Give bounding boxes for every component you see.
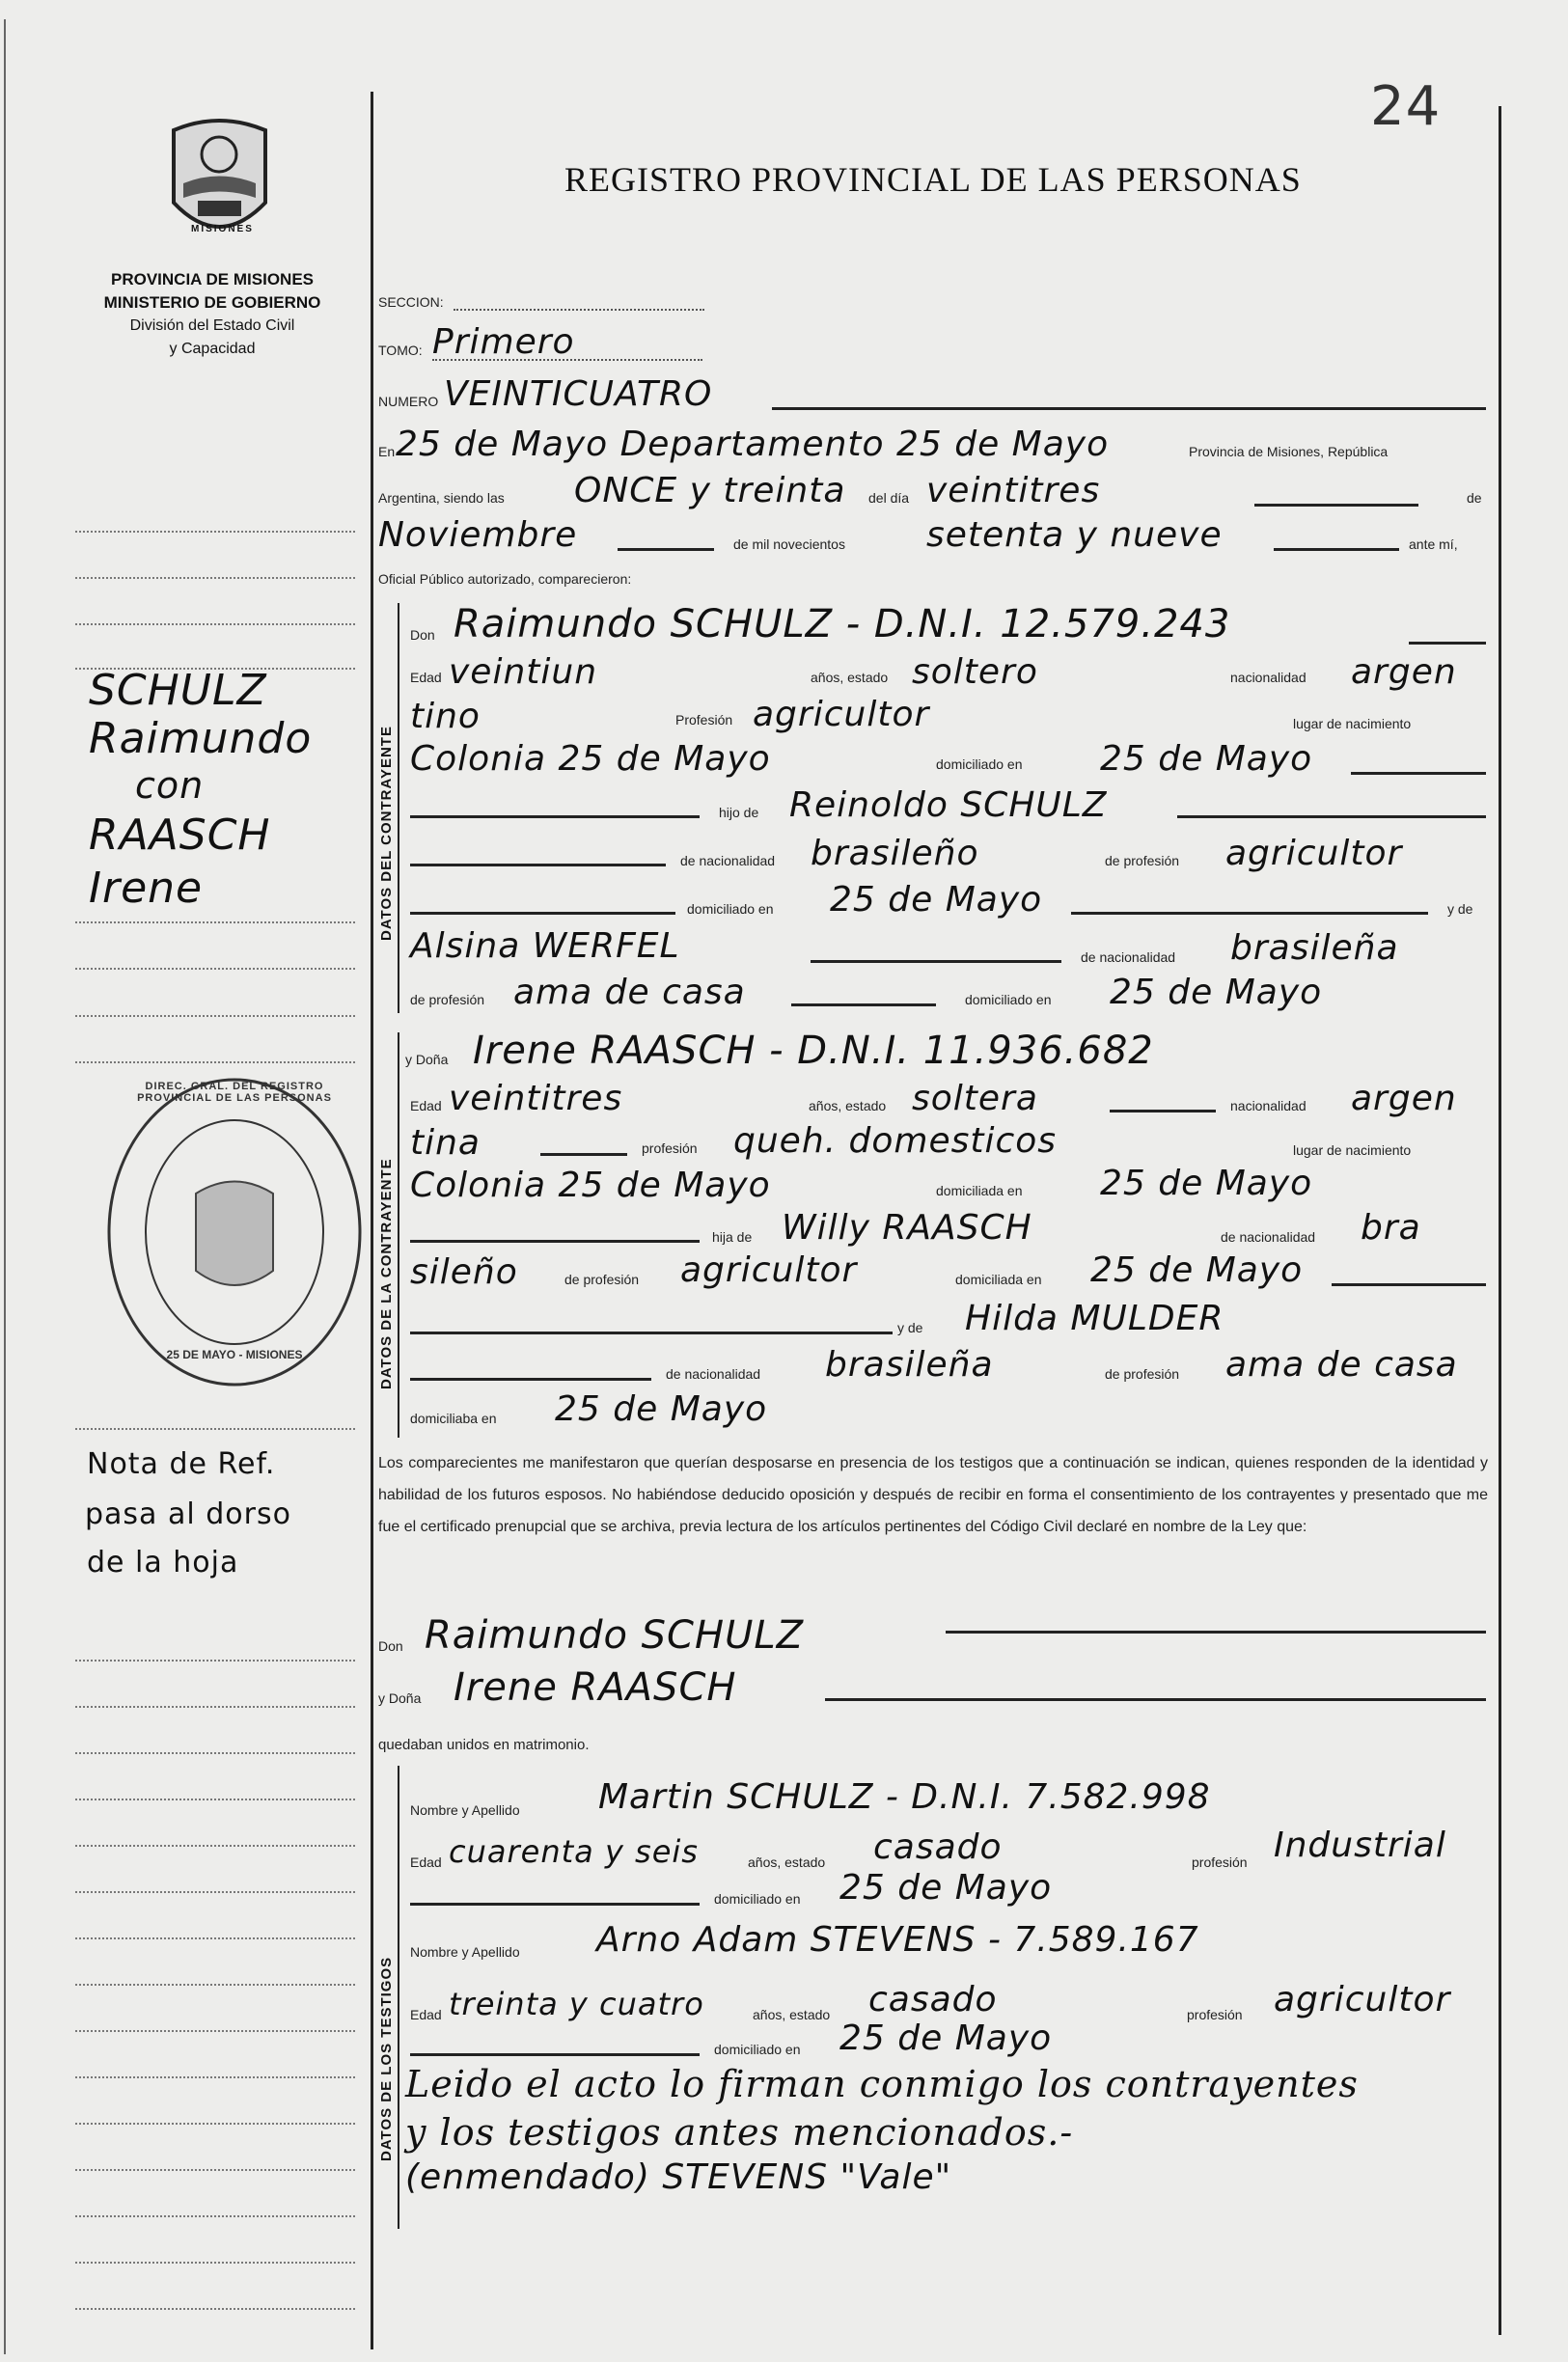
- issuer-ministry: MINISTERIO DE GOBIERNO: [103, 293, 321, 312]
- t2-dom: 25 de Mayo: [839, 2019, 1053, 2058]
- madre-dom-label: domiciliado en: [965, 992, 1052, 1007]
- seccion-label: SECCION:: [378, 294, 444, 310]
- margin-rule: [75, 1799, 355, 1800]
- t2-name: Arno Adam STEVENS - 7.589.167: [596, 1920, 1199, 1960]
- madre-prof-label: de profesión: [410, 992, 485, 1007]
- padre-nac-label: de nacionalidad: [680, 853, 776, 868]
- main-left-border: [371, 92, 373, 2349]
- padre-nac-2: bra: [1361, 1208, 1421, 1248]
- nac-label: nacionalidad: [1230, 670, 1307, 685]
- margin-rule: [75, 2076, 355, 2078]
- madre-prof-2: ama de casa: [1225, 1345, 1458, 1385]
- padre-prof-label-2: de profesión: [564, 1272, 640, 1287]
- padre-name-2: Willy RAASCH: [782, 1208, 1032, 1248]
- dia-value: veintitres: [926, 471, 1101, 510]
- margin-rule: [75, 921, 355, 923]
- y-de-line: [410, 1332, 893, 1334]
- madre-line: [811, 960, 1061, 963]
- mes-line: [618, 548, 714, 551]
- margin-rule: [75, 1752, 355, 1754]
- margin-rule: [75, 2262, 355, 2264]
- margin-surname-1: SCHULZ: [89, 666, 267, 715]
- contrayenta-name: Irene RAASCH - D.N.I. 11.936.682: [473, 1029, 1154, 1073]
- registry-seal: [104, 1073, 365, 1391]
- margin-rule: [75, 2169, 355, 2171]
- contrayente-nac-2: tino: [410, 697, 481, 736]
- provincia-text: Provincia de Misiones, República: [1189, 444, 1389, 459]
- t2-label: Nombre y Apellido: [410, 1944, 520, 1960]
- t2-anos-label: años, estado: [753, 2007, 831, 2022]
- t1-dom: 25 de Mayo: [839, 1868, 1053, 1908]
- padre-dom: 25 de Mayo: [830, 880, 1043, 920]
- contrayente-prof: agricultor: [753, 695, 930, 734]
- issuer-division: División del Estado Civil: [129, 317, 295, 334]
- margin-name-2: Irene: [89, 864, 204, 913]
- oficial-text: Oficial Público autorizado, comparecieron:: [378, 571, 632, 587]
- tomo-value: Primero: [432, 322, 575, 362]
- margin-note-3: de la hoja: [87, 1546, 239, 1579]
- contrayente-name: Raimundo SCHULZ - D.N.I. 12.579.243: [454, 602, 1231, 646]
- margin-rule: [75, 1706, 355, 1708]
- t1-prof-label: profesión: [1192, 1854, 1248, 1870]
- prof-label: Profesión: [675, 712, 733, 728]
- hijo-label: hijo de: [719, 805, 759, 820]
- t2-edad: treinta y cuatro: [449, 1986, 704, 2022]
- t1-edad-label: Edad: [410, 1854, 442, 1870]
- padre-nac-line: [410, 864, 666, 866]
- dia-line: [1254, 504, 1418, 507]
- padre-nac-2b: sileño: [410, 1252, 518, 1292]
- margin-rule: [75, 1845, 355, 1847]
- padre-dom-label: domiciliado en: [687, 901, 774, 917]
- padre-dom-2: 25 de Mayo: [1090, 1250, 1304, 1290]
- t2-dom-label: domiciliado en: [714, 2042, 801, 2057]
- testigos-section-label: DATOS DE LOS TESTIGOS: [378, 1956, 395, 2161]
- hora-value: ONCE y treinta: [574, 471, 846, 510]
- margin-rule: [75, 1428, 355, 1430]
- union-dona-label: y Doña: [378, 1690, 422, 1706]
- padre-dom-line-2b: [1332, 1283, 1486, 1286]
- union-don: Raimundo SCHULZ: [425, 1613, 805, 1658]
- margin-note-1: Nota de Ref.: [87, 1447, 276, 1481]
- margin-surname-2: RAASCH: [89, 810, 271, 860]
- contrayenta-nac: argen: [1351, 1079, 1457, 1118]
- province-emblem: [164, 116, 275, 251]
- quedaban-text: quedaban unidos en matrimonio.: [378, 1737, 590, 1753]
- t1-anos-label: años, estado: [748, 1854, 826, 1870]
- edad-label-2: Edad: [410, 1098, 442, 1113]
- union-dona: Irene RAASCH: [454, 1665, 737, 1710]
- numero-label: NUMERO: [378, 394, 439, 409]
- anio-value: setenta y nueve: [926, 515, 1223, 555]
- mes-value: Noviembre: [378, 515, 578, 555]
- tomo-label: TOMO:: [378, 343, 423, 358]
- contrayente-nac: argen: [1351, 652, 1457, 692]
- hija-label: hija de: [712, 1229, 753, 1245]
- madre-nac-label-2: de nacionalidad: [666, 1366, 761, 1382]
- margin-rule: [75, 1660, 355, 1662]
- madre-nac: brasileña: [1230, 928, 1399, 968]
- emblem-label: MISIONES: [191, 224, 254, 234]
- margin-rule: [75, 968, 355, 970]
- margin-rule: [75, 1984, 355, 1986]
- anio-line: [1274, 548, 1399, 551]
- t2-dom-line: [410, 2053, 700, 2056]
- don-label: Don: [410, 627, 435, 643]
- seccion-line: [454, 309, 704, 311]
- margin-rule: [75, 577, 355, 579]
- union-don-line: [946, 1631, 1486, 1634]
- contrayenta-bracket: [398, 1032, 399, 1438]
- margin-rule: [75, 1891, 355, 1893]
- page-title: REGISTRO PROVINCIAL DE LAS PERSONAS: [564, 160, 1302, 199]
- t2-edad-label: Edad: [410, 2007, 442, 2022]
- margin-rule: [75, 1061, 355, 1063]
- t1-estado: casado: [873, 1827, 1003, 1867]
- padre-nac-label-2: de nacionalidad: [1221, 1229, 1316, 1245]
- dom-line: [1351, 772, 1486, 775]
- nac2-line: [540, 1153, 627, 1156]
- tomo-line: [432, 359, 702, 361]
- padre-prof-label: de profesión: [1105, 853, 1180, 868]
- padre-nac: brasileño: [811, 834, 979, 873]
- de-label: de: [1467, 490, 1482, 506]
- contrayenta-dom: 25 de Mayo: [1100, 1164, 1313, 1203]
- margin-rule: [75, 2215, 355, 2217]
- contrayenta-section-label: DATOS DE LA CONTRAYENTE: [378, 1158, 395, 1389]
- closing-line-3: (enmendado) STEVENS "Vale": [405, 2157, 952, 2197]
- contrayenta-prof: queh. domesticos: [733, 1121, 1058, 1161]
- margin-rule: [75, 623, 355, 625]
- margin-rule: [75, 1015, 355, 1017]
- anos-label: años, estado: [811, 670, 889, 685]
- prof-label-2: profesión: [642, 1140, 698, 1156]
- y-de-label-2: y de: [897, 1320, 923, 1335]
- madre-name: Alsina WERFEL: [410, 926, 680, 966]
- page-number: 24: [1370, 75, 1442, 138]
- numero-line: [772, 407, 1486, 410]
- madre-nac-label: de nacionalidad: [1081, 949, 1176, 965]
- madre-nac-2: brasileña: [825, 1345, 994, 1385]
- padre-line: [1177, 815, 1486, 818]
- margin-rule: [75, 2030, 355, 2032]
- closing-line-1: Leido el acto lo firman conmigo los contrayentes: [405, 2063, 1359, 2105]
- t1-prof: Industrial: [1274, 1826, 1446, 1865]
- madre-prof-line: [791, 1003, 936, 1006]
- contrayente-dom: 25 de Mayo: [1100, 739, 1313, 779]
- contrayente-edad: veintiun: [449, 652, 598, 692]
- left-page-edge: [4, 19, 6, 2354]
- madre-name-2: Hilda MULDER: [965, 1299, 1224, 1338]
- seal-bottom-text: 25 DE MAYO - MISIONES: [166, 1348, 303, 1361]
- estado-line: [1110, 1110, 1216, 1112]
- ante-label: ante mí,: [1409, 536, 1458, 552]
- madre-nac-line-2: [410, 1378, 651, 1381]
- edad-label: Edad: [410, 670, 442, 685]
- hija-line: [410, 1240, 700, 1243]
- lugar-label-2: lugar de nacimiento: [1293, 1142, 1412, 1158]
- t1-name: Martin SCHULZ - D.N.I. 7.582.998: [598, 1777, 1211, 1817]
- madre-dom-label-2: domiciliaba en: [410, 1411, 497, 1426]
- union-don-label: Don: [378, 1638, 403, 1654]
- t1-dom-label: domiciliado en: [714, 1891, 801, 1907]
- contrayenta-lugar: Colonia 25 de Mayo: [410, 1166, 771, 1205]
- padre-dom-label-2: domiciliada en: [955, 1272, 1042, 1287]
- issuer-division-2: y Capacidad: [169, 341, 256, 357]
- margin-rule: [75, 2308, 355, 2310]
- lugar-label: lugar de nacimiento: [1293, 716, 1412, 731]
- madre-dom-2: 25 de Mayo: [555, 1389, 768, 1429]
- t2-prof-label: profesión: [1187, 2007, 1243, 2022]
- madre-prof: ama de casa: [513, 973, 746, 1012]
- name-line: [1409, 642, 1486, 645]
- margin-rule: [75, 2123, 355, 2125]
- dom-label-2: domiciliada en: [936, 1183, 1023, 1198]
- hijo-line: [410, 815, 700, 818]
- issuer-block: [68, 268, 357, 361]
- contrayente-lugar: Colonia 25 de Mayo: [410, 739, 771, 779]
- t2-estado: casado: [868, 1980, 998, 2019]
- numero-value: VEINTICUATRO: [444, 374, 713, 414]
- dom-label: domiciliado en: [936, 756, 1023, 772]
- en-value: 25 de Mayo Departamento 25 de Mayo: [396, 425, 1110, 464]
- testigos-bracket: [398, 1766, 399, 2229]
- union-dona-line: [825, 1698, 1486, 1701]
- main-right-border: [1499, 106, 1501, 2335]
- contrayenta-nac-2: tina: [410, 1123, 481, 1163]
- dona-label: y Doña: [405, 1052, 449, 1067]
- t1-edad: cuarenta y seis: [449, 1833, 699, 1870]
- margin-name-1: Raimundo: [89, 714, 313, 763]
- margin-con: con: [135, 764, 205, 807]
- contrayente-section-label: DATOS DEL CONTRAYENTE: [378, 726, 395, 941]
- seal-ring-text: DIREC. GRAL. DEL REGISTRO PROVINCIAL DE LAS PERSONAS: [137, 1081, 332, 1104]
- mil-label: de mil novecientos: [733, 536, 845, 552]
- margin-note-2: pasa al dorso: [85, 1497, 291, 1531]
- madre-dom: 25 de Mayo: [1110, 973, 1323, 1012]
- t2-prof: agricultor: [1274, 1980, 1451, 2019]
- t1-label: Nombre y Apellido: [410, 1802, 520, 1818]
- contrayente-bracket: [398, 603, 399, 1013]
- margin-rule: [75, 1937, 355, 1939]
- anos-label-2: años, estado: [809, 1098, 887, 1113]
- contrayenta-edad: veintitres: [449, 1079, 623, 1118]
- t1-dom-line: [410, 1903, 700, 1906]
- nac-label-2: nacionalidad: [1230, 1098, 1307, 1113]
- padre-prof: agricultor: [1225, 834, 1403, 873]
- contrayente-estado: soltero: [912, 652, 1038, 692]
- en-label: En: [378, 444, 396, 459]
- madre-prof-label-2: de profesión: [1105, 1366, 1180, 1382]
- issuer-province: PROVINCIA DE MISIONES: [110, 270, 314, 288]
- padre-dom-line-2: [1071, 912, 1428, 915]
- argentina-text: Argentina, siendo las: [378, 490, 505, 506]
- del-dia-label: del día: [868, 490, 910, 506]
- closing-line-2: y los testigos antes mencionados.-: [405, 2111, 1074, 2154]
- padre-prof-2: agricultor: [680, 1250, 858, 1290]
- padre-name: Reinoldo SCHULZ: [789, 785, 1108, 825]
- statement-text: Los comparecientes me manifestaron que querían desposarse en presencia de los testigos que a continuación se indican, quienes responden de la identidad y habilidad de los futuros esposos. No habiéndose deducido oposición y después de recibir en forma el consentimiento de los contrayentes y presentado que me fue el certificado prenupcial que se archiva, previa lectura de los artículos pertinentes del Código Civil declaré en nombre de la Ley que:: [378, 1455, 1488, 1535]
- margin-rule: [75, 531, 355, 533]
- padre-dom-line: [410, 912, 675, 915]
- contrayenta-estado: soltera: [912, 1079, 1038, 1118]
- y-de-label: y de: [1447, 901, 1473, 917]
